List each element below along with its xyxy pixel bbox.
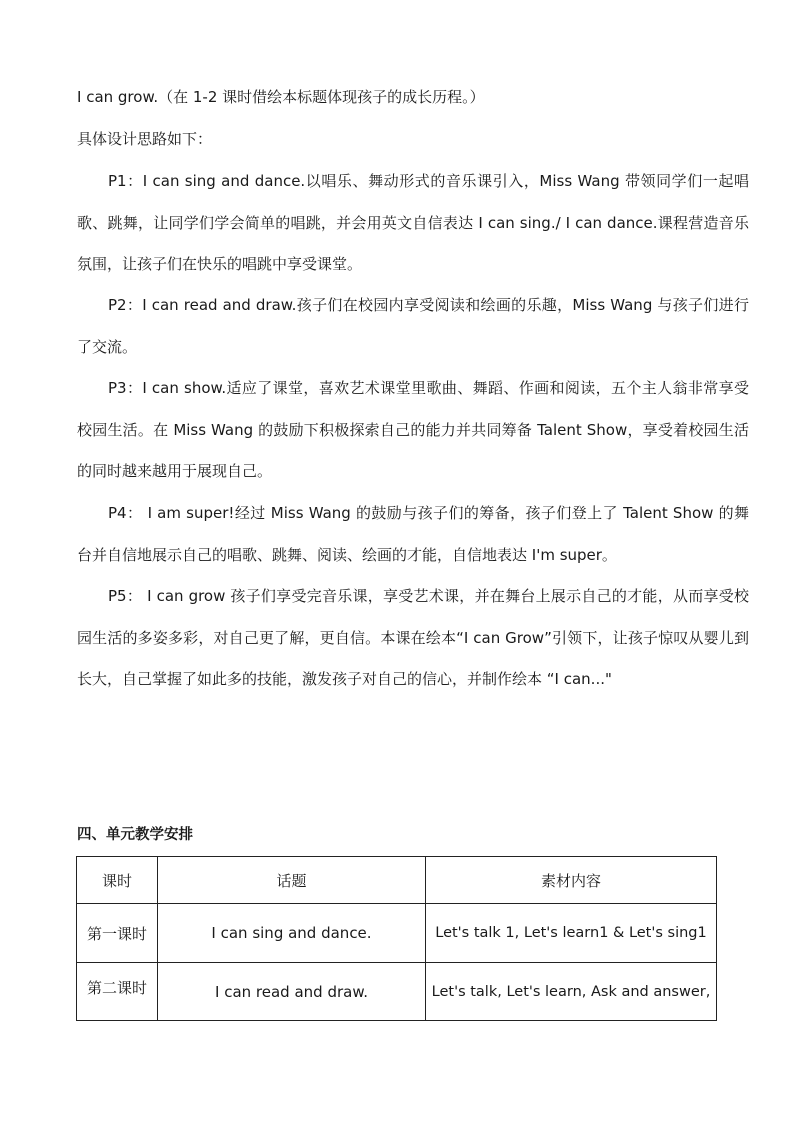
header-materials: 素材内容 — [426, 857, 717, 904]
teaching-plan-table — [76, 856, 717, 1021]
section-heading: 四、单元教学安排 — [77, 827, 193, 843]
header-topic: 话题 — [158, 857, 426, 904]
table-header-row — [77, 857, 717, 904]
design-intro-paragraph: 具体设计思路如下： — [77, 130, 213, 148]
header-lesson: 课时 — [77, 857, 158, 904]
table-row — [77, 963, 717, 1021]
p3-paragraph: P3：I can show.适应了课堂，喜欢艺术课堂里歌曲、舞蹈、作画和阅读，五个主人翁非常享受校园生活。在 Miss Wang 的鼓励下积极探索自己的能力并共同筹备 Talent Show，享受着校园生活的同时越来越用于展现自己。 — [77, 379, 749, 480]
topic-cell: I can sing and dance. — [158, 904, 426, 963]
lesson-cell: 第一课时 — [77, 904, 158, 963]
table-row — [77, 904, 717, 963]
p4-paragraph: P4： I am super!经过 Miss Wang 的鼓励与孩子们的筹备，孩子们登上了 Talent Show 的舞台并自信地展示自己的唱歌、跳舞、阅读、绘画的才能，自信地表达 I'm super。 — [77, 504, 749, 564]
p5-paragraph: P5： I can grow 孩子们享受完音乐课，享受艺术课，并在舞台上展示自己的才能，从而享受校园生活的多姿多彩，对自己更了解，更自信。本课在绘本“I can Grow”引领下，让孩子惊叹从婴儿到长大，自己掌握了如此多的技能，激发孩子对自己的信心，并制作绘本 “I can..." — [77, 587, 749, 688]
p1-paragraph: P1：I can sing and dance.以唱乐、舞动形式的音乐课引入，Miss Wang 带领同学们一起唱歌、跳舞，让同学们学会简单的唱跳，并会用英文自信表达 I can sing./ I can dance.课程营造音乐氛围，让孩子们在快乐的唱跳中享受课堂。 — [77, 172, 749, 273]
intro-paragraph: I can grow.（在 1-2 课时借绘本标题体现孩子的成长历程。） — [77, 88, 485, 106]
p2-paragraph: P2：I can read and draw.孩子们在校园内享受阅读和绘画的乐趣，Miss Wang 与孩子们进行了交流。 — [77, 296, 749, 356]
topic-cell: I can read and draw. — [158, 963, 426, 1021]
materials-cell: Let's talk, Let's learn, Ask and answer, — [426, 963, 717, 1021]
materials-cell: Let's talk 1, Let's learn1 & Let's sing1 — [426, 904, 717, 963]
lesson-cell: 第二课时 — [77, 963, 158, 1021]
